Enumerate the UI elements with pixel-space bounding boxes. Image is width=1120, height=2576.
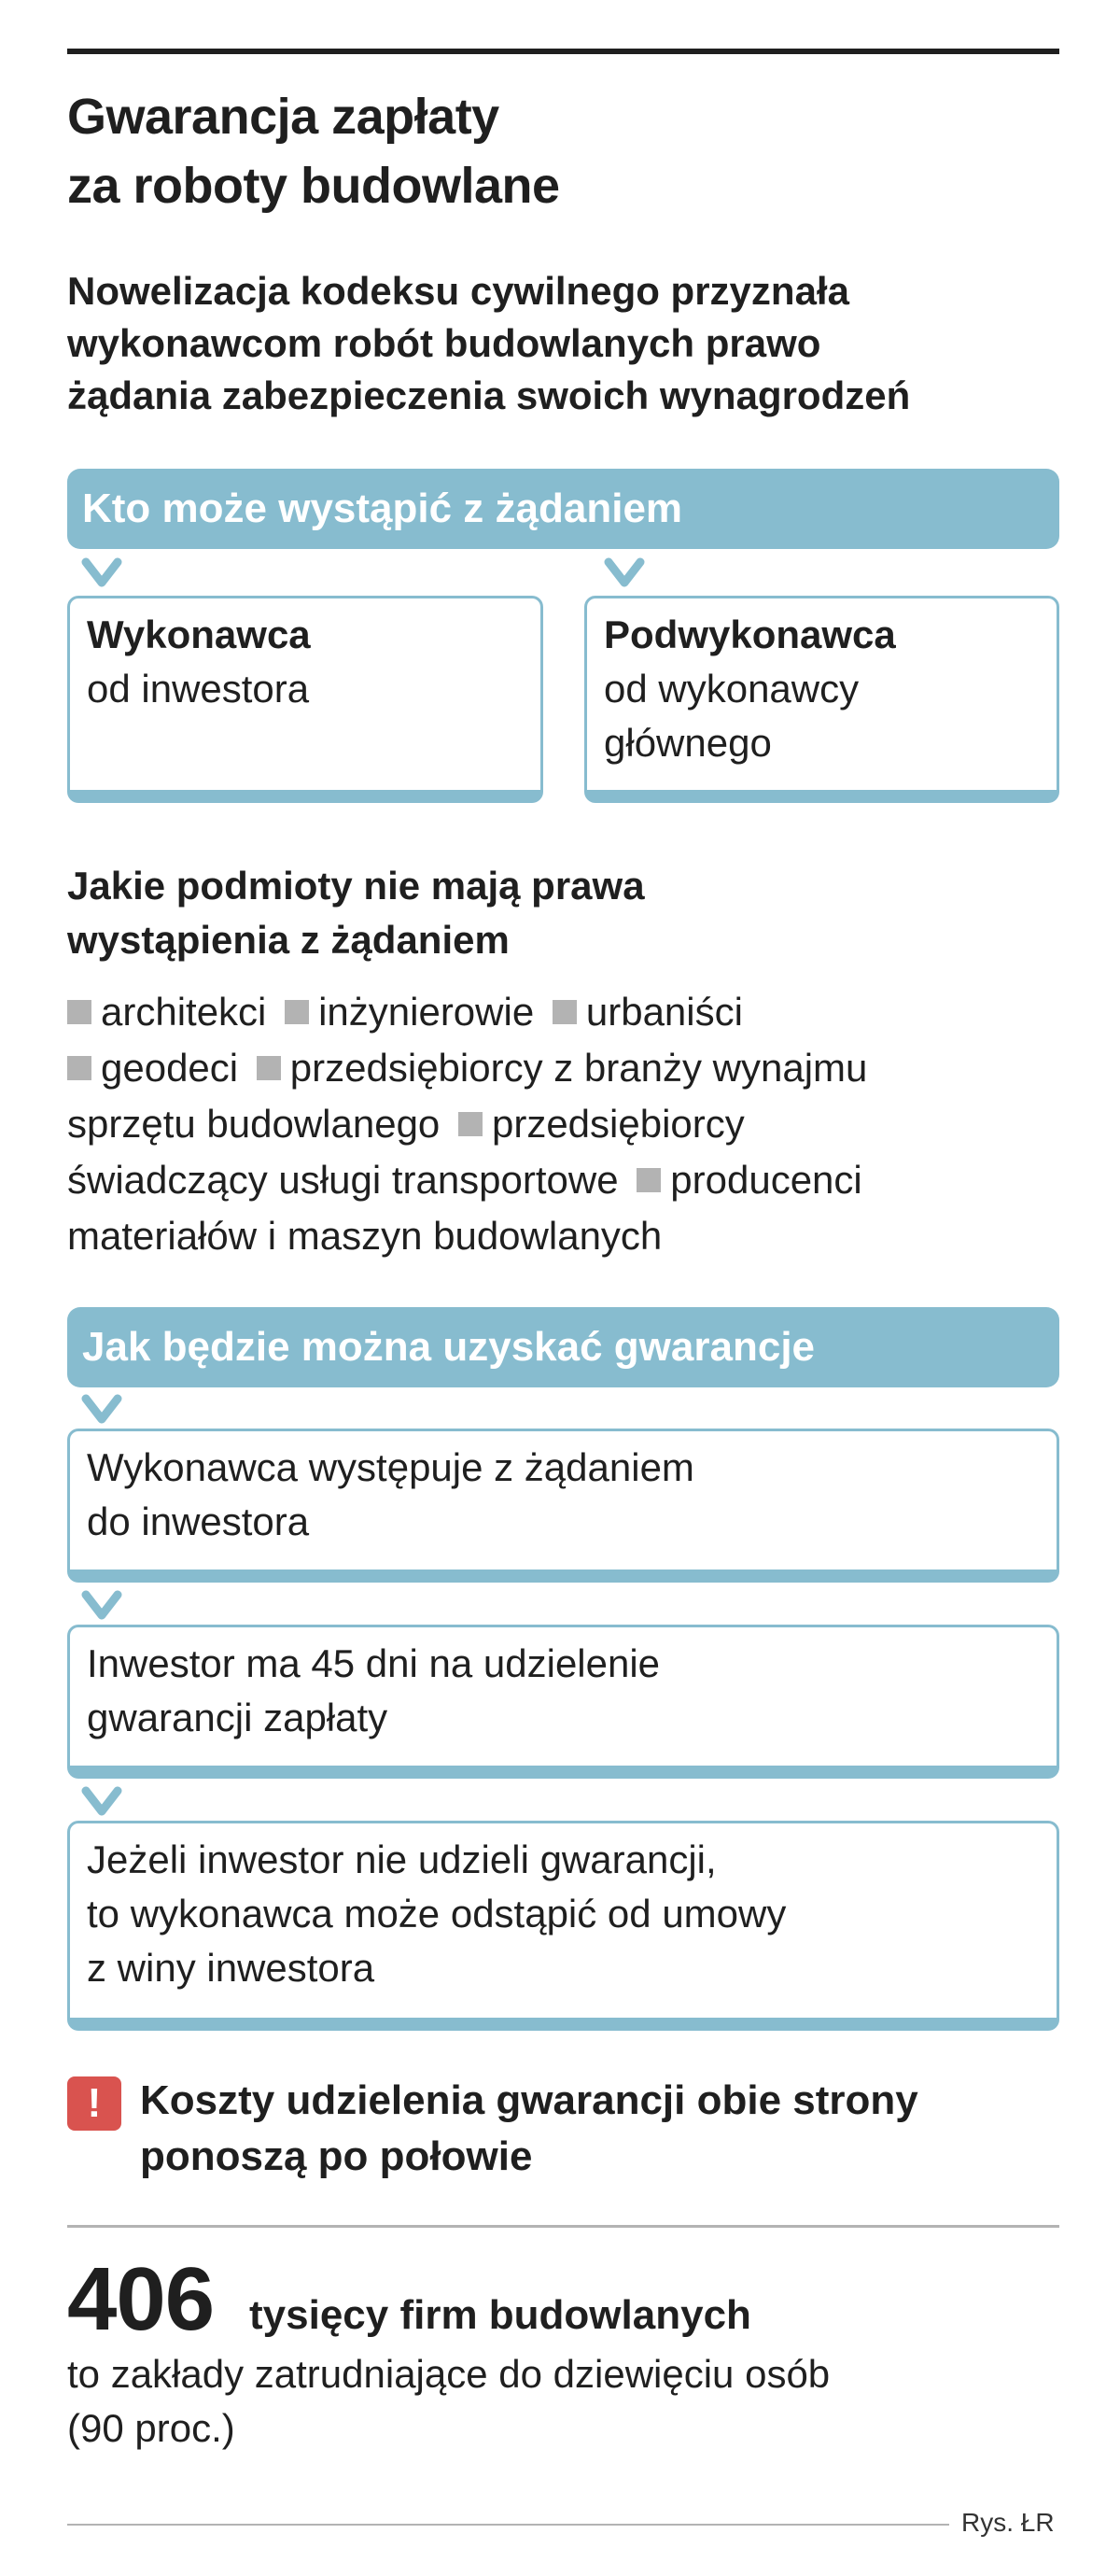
- who-heading: Kto może wystąpić z żądaniem: [82, 486, 683, 531]
- cost-note: [140, 2073, 1073, 2185]
- stat-description: [67, 2347, 1094, 2456]
- who-heading-bar: [67, 469, 1059, 549]
- step-2-line-1: Inwestor ma 45 dni na udzielenie: [87, 1641, 661, 1685]
- subcontractor-desc-line-2: głównego: [604, 721, 772, 765]
- exclamation-icon: !: [67, 2076, 121, 2131]
- square-bullet-icon: [67, 1056, 91, 1080]
- list-line: [67, 1040, 1075, 1096]
- list-line: [67, 1096, 1075, 1152]
- step-1-line-1: Wykonawca występuje z żądaniem: [87, 1445, 694, 1489]
- step-3-line-3: z winy inwestora: [87, 1946, 375, 1990]
- square-bullet-icon: [637, 1168, 661, 1192]
- chevron-down-icon: [80, 1587, 123, 1625]
- excluded-heading: [67, 859, 1059, 967]
- stat-description-line-1: to zakłady zatrudniające do dziewięciu osób: [67, 2352, 831, 2396]
- chevron-down-icon: [80, 1783, 123, 1821]
- contractor-title: Wykonawca: [87, 612, 311, 656]
- square-bullet-icon: [257, 1056, 281, 1080]
- cost-note-line-2: ponoszą po połowie: [140, 2133, 533, 2179]
- contractor-box: [67, 596, 543, 803]
- chevron-down-icon: [603, 555, 646, 592]
- step-3-line-1: Jeżeli inwestor nie udzieli gwarancji,: [87, 1837, 717, 1881]
- stat-block: [67, 2248, 1094, 2351]
- list-item: architekci: [101, 990, 267, 1034]
- list-line: [67, 1152, 1075, 1208]
- stat-label: tysięcy firm budowlanych: [249, 2292, 751, 2338]
- step-3-line-2: to wykonawca może odstąpić od umowy: [87, 1892, 787, 1936]
- subcontractor-title: Podwykonawca: [604, 612, 896, 656]
- list-item: świadczący usługi transportowe: [67, 1158, 619, 1202]
- step-1-line-2: do inwestora: [87, 1499, 310, 1543]
- bottom-rule: [67, 2524, 949, 2526]
- square-bullet-icon: [67, 1000, 91, 1024]
- list-item: urbaniści: [585, 990, 743, 1034]
- title-line-1: Gwarancja zapłaty: [67, 89, 499, 145]
- page-title: [67, 82, 1059, 220]
- title-line-2: za roboty budowlane: [67, 158, 560, 214]
- list-item: przedsiębiorcy: [491, 1102, 745, 1146]
- square-bullet-icon: [553, 1000, 577, 1024]
- stat-description-line-2: (90 proc.): [67, 2406, 235, 2450]
- list-item: producenci: [670, 1158, 862, 1202]
- stat-number: 406: [67, 2249, 215, 2349]
- step-2-box: [67, 1625, 1059, 1779]
- step-1-box: [67, 1429, 1059, 1583]
- subcontractor-box: [584, 596, 1059, 803]
- list-line: [67, 984, 1075, 1040]
- list-line: [67, 1208, 1075, 1264]
- how-heading: Jak będzie można uzyskać gwarancje: [82, 1324, 816, 1370]
- chevron-down-icon: [80, 555, 123, 592]
- list-item: geodeci: [101, 1046, 239, 1090]
- how-heading-bar: [67, 1307, 1059, 1387]
- excluded-list: [67, 984, 1075, 1264]
- excluded-heading-line-2: wystąpienia z żądaniem: [67, 918, 510, 962]
- subtitle-line-2: wykonawcom robót budowlanych prawo: [67, 321, 821, 365]
- page-subtitle: [67, 265, 1059, 422]
- step-2-line-2: gwarancji zapłaty: [87, 1696, 388, 1739]
- list-item: sprzętu budowlanego: [67, 1102, 441, 1146]
- square-bullet-icon: [285, 1000, 309, 1024]
- subtitle-line-1: Nowelizacja kodeksu cywilnego przyznała: [67, 269, 849, 313]
- step-3-box: [67, 1821, 1059, 2031]
- square-bullet-icon: [458, 1112, 483, 1136]
- list-item: inżynierowie: [318, 990, 535, 1034]
- subtitle-line-3: żądania zabezpieczenia swoich wynagrodzeń: [67, 373, 911, 417]
- excluded-heading-line-1: Jakie podmioty nie mają prawa: [67, 864, 645, 908]
- divider: [67, 2225, 1059, 2228]
- credit: Rys. ŁR: [961, 2508, 1055, 2537]
- cost-note-line-1: Koszty udzielenia gwarancji obie strony: [140, 2077, 918, 2123]
- contractor-desc: od inwestora: [87, 667, 310, 711]
- chevron-down-icon: [80, 1391, 123, 1429]
- list-item: przedsiębiorcy z branży wynajmu: [289, 1046, 868, 1090]
- top-rule: [67, 49, 1059, 54]
- subcontractor-desc-line-1: od wykonawcy: [604, 667, 860, 711]
- list-item: materiałów i maszyn budowlanych: [67, 1214, 663, 1258]
